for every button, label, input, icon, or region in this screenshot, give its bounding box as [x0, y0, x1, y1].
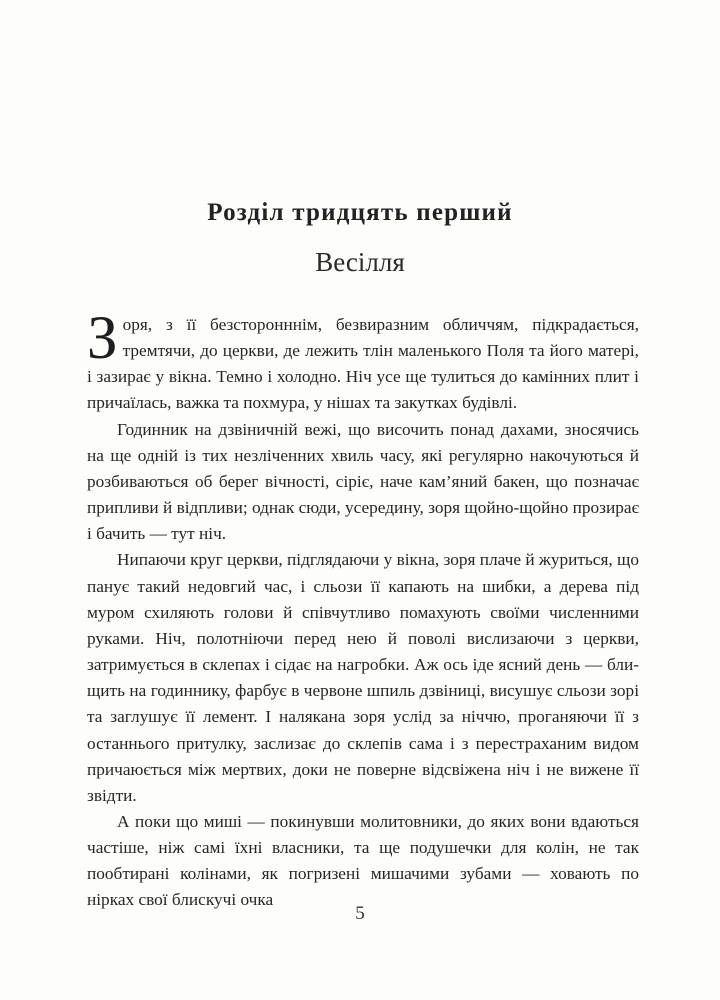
chapter-subtitle: Весілля — [315, 247, 405, 277]
drop-cap: З — [87, 305, 118, 372]
page-number: 5 — [355, 903, 365, 924]
paragraph-4: А поки що миші — покинувши молитовники, до яких вони вдаються частіше, ніж самі їхні власники, та ще подушечки для колін, не так пообтирані колінами, як погризені мишачими зубами — ховають по нірках свої блискучі очка — [87, 811, 639, 910]
paragraph-3: Нипаючи круг церкви, підглядаючи у вікна, зоря плаче й журиться, що панує такий недовгий час, і сльози її капають на шибки, а дерева під муром схиляють голови й співчутливо помахують своїми численними руками. Ніч, полотніючи перед нею й поволі вислизаючи з церкви, затримується в склепах і сідає на нагробки. Аж ось іде ясний день — блищить на годиннику, фарбує в червоне шпиль дзвіниці, висушує сльози зорі та заглушує її лемент. І налякана зоря услід за ніччю, проганяючи її з останнього притулку, заслизає до склепів сама і з перестраханим видом причаюється між мертвих, доки не поверне відсвіжена ніч і не вижене її звідти. — [87, 550, 639, 805]
paragraph-1 — [87, 305, 639, 417]
paragraph-2: Годинник на дзвіничній вежі, що височить понад дахами, зносячись на ще одній із тих незліченних хвиль часу, які регулярно накочуються й розбиваються об берег вічності, сіріє, наче кам’яний бакен, що позначає припливи й відпливи; однак сюди, усередину, зоря щойно-щойно прозирає і бачить — тут ніч. — [87, 419, 639, 544]
chapter-body — [87, 305, 639, 914]
paragraph-1-text: оря, з її безсторонннім, безвиразним обличчям, підкрадається, тремтячи, до церкви, де лежить тлін маленького Поля та його матері, і зазирає у вікна. Темно і холодно. Ніч усе ще тулиться до камінних плит і причаїлась, важка та похмура, у нішах та закутках будівлі. — [87, 315, 639, 413]
chapter-title: Розділ тридцять перший — [207, 199, 513, 226]
